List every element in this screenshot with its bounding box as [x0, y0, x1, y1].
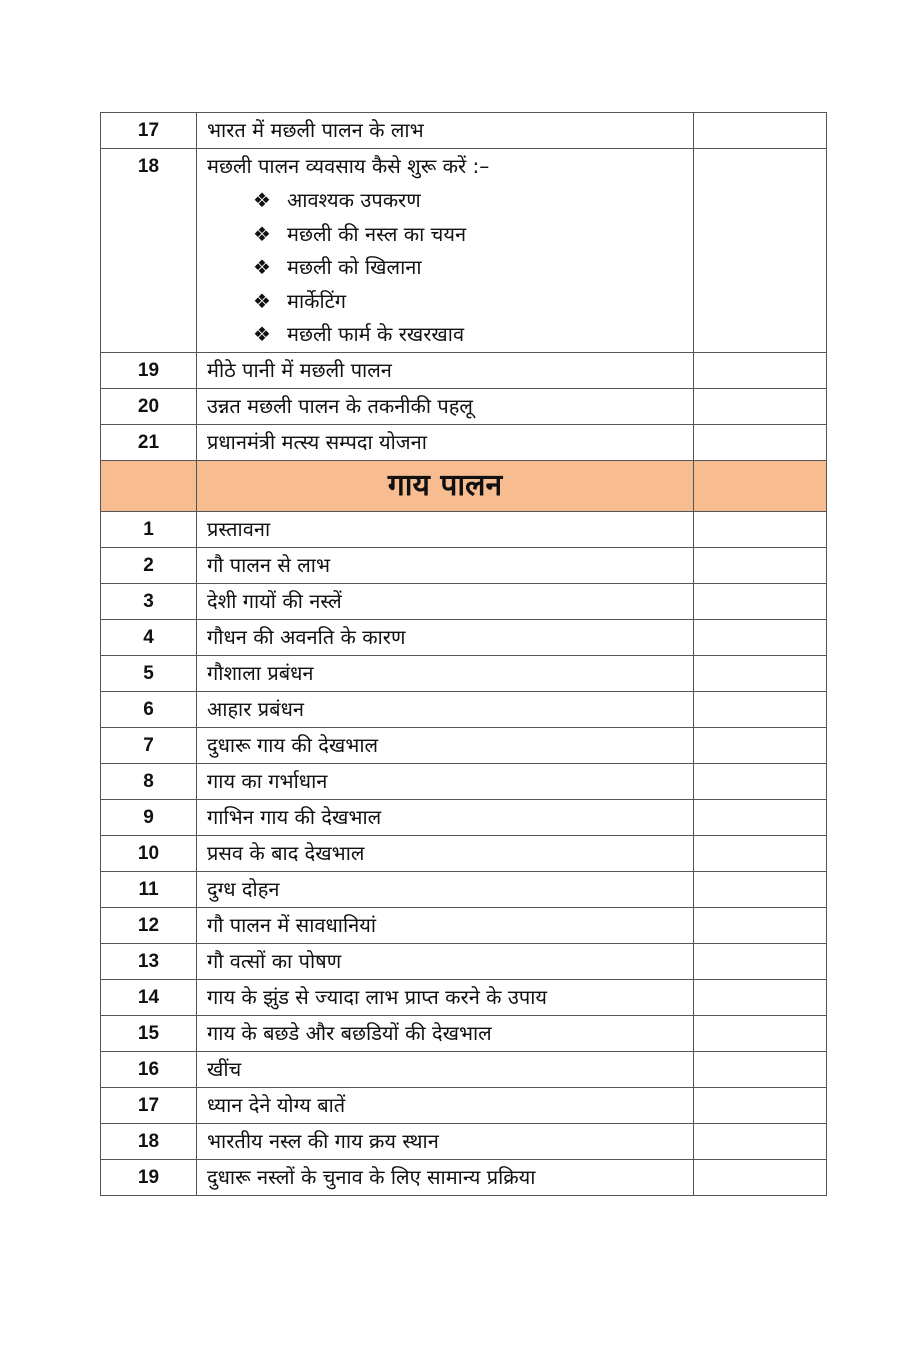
- sub-topic-item: [253, 285, 693, 319]
- page-number-cell: [694, 1051, 827, 1087]
- row-title: मछली पालन व्यवसाय कैसे शुरू करें :–: [207, 154, 490, 178]
- page-number-cell: [694, 547, 827, 583]
- page-number-cell: [694, 1123, 827, 1159]
- diamond-bullet-icon: ❖: [253, 255, 271, 279]
- sub-topic-item: [253, 318, 693, 352]
- row-title: खींच: [197, 1051, 694, 1087]
- row-number: 2: [101, 547, 197, 583]
- row-title: प्रस्तावना: [197, 511, 694, 547]
- contents-table-body: [101, 113, 827, 1196]
- row-number: 1: [101, 511, 197, 547]
- section-heading: गाय पालन: [197, 460, 694, 511]
- page-number-cell: [694, 943, 827, 979]
- page-number-cell: [694, 691, 827, 727]
- sub-topic-item: [253, 218, 693, 252]
- heading-blank-cell: [694, 460, 827, 511]
- row-title: भारतीय नस्ल की गाय क्रय स्थान: [197, 1123, 694, 1159]
- table-row: [101, 943, 827, 979]
- diamond-bullet-icon: ❖: [253, 188, 271, 212]
- sub-topic-item: [253, 251, 693, 285]
- table-row: [101, 388, 827, 424]
- row-number: 20: [101, 388, 197, 424]
- row-title: गौ पालन में सावधानियां: [197, 907, 694, 943]
- row-title: गाभिन गाय की देखभाल: [197, 799, 694, 835]
- page-number-cell: [694, 763, 827, 799]
- row-number: 19: [101, 1159, 197, 1195]
- sub-topic-item: [253, 184, 693, 218]
- row-number: 4: [101, 619, 197, 655]
- table-row: [101, 979, 827, 1015]
- row-number: 17: [101, 113, 197, 149]
- row-title: प्रधानमंत्री मत्स्य सम्पदा योजना: [197, 424, 694, 460]
- table-row: [101, 1087, 827, 1123]
- page-number-cell: [694, 1087, 827, 1123]
- row-number: 18: [101, 1123, 197, 1159]
- table-row: [101, 727, 827, 763]
- table-row: [101, 352, 827, 388]
- row-title: दुग्ध दोहन: [197, 871, 694, 907]
- row-title: मीठे पानी में मछली पालन: [197, 352, 694, 388]
- row-title: गाय के बछडे और बछडियों की देखभाल: [197, 1015, 694, 1051]
- row-number: 9: [101, 799, 197, 835]
- page-number-cell: [694, 511, 827, 547]
- sub-topic-label: मछली की नस्ल का चयन: [287, 221, 467, 246]
- row-number: 12: [101, 907, 197, 943]
- table-row: [101, 1015, 827, 1051]
- table-row: [101, 1051, 827, 1087]
- diamond-bullet-icon: ❖: [253, 221, 271, 246]
- page-number-cell: [694, 1015, 827, 1051]
- row-number: 7: [101, 727, 197, 763]
- table-row: [101, 691, 827, 727]
- section-heading-row: [101, 460, 827, 511]
- row-title: प्रसव के बाद देखभाल: [197, 835, 694, 871]
- row-number: 15: [101, 1015, 197, 1051]
- row-number: 16: [101, 1051, 197, 1087]
- row-title: उन्नत मछली पालन के तकनीकी पहलू: [197, 388, 694, 424]
- row-title-with-list: [197, 149, 694, 353]
- sub-topic-label: मछली फार्म के रखरखाव: [287, 322, 465, 346]
- table-row: [101, 907, 827, 943]
- table-row: [101, 511, 827, 547]
- row-title: गाय के झुंड से ज्यादा लाभ प्राप्त करने के उपाय: [197, 979, 694, 1015]
- row-number: 10: [101, 835, 197, 871]
- page-number-cell: [694, 727, 827, 763]
- row-number: 13: [101, 943, 197, 979]
- row-title: गौशाला प्रबंधन: [197, 655, 694, 691]
- page-number-cell: [694, 835, 827, 871]
- page-number-cell: [694, 1159, 827, 1195]
- row-number: 18: [101, 149, 197, 353]
- row-number: 5: [101, 655, 197, 691]
- table-row: [101, 1159, 827, 1195]
- row-title: देशी गायों की नस्लें: [197, 583, 694, 619]
- page-number-cell: [694, 583, 827, 619]
- sub-topic-list: [207, 184, 693, 352]
- table-row: [101, 799, 827, 835]
- row-title: गाय का गर्भाधान: [197, 763, 694, 799]
- sub-topic-label: मार्केटिंग: [287, 288, 347, 313]
- row-number: 14: [101, 979, 197, 1015]
- page-number-cell: [694, 352, 827, 388]
- row-title: दुधारू नस्लों के चुनाव के लिए सामान्य प्रक्रिया: [197, 1159, 694, 1195]
- page-number-cell: [694, 871, 827, 907]
- page-number-cell: [694, 149, 827, 353]
- row-number: 6: [101, 691, 197, 727]
- page-number-cell: [694, 424, 827, 460]
- page-number-cell: [694, 799, 827, 835]
- row-title: ध्यान देने योग्य बातें: [197, 1087, 694, 1123]
- table-row: [101, 424, 827, 460]
- table-row: [101, 763, 827, 799]
- row-number: 17: [101, 1087, 197, 1123]
- row-title: गौ पालन से लाभ: [197, 547, 694, 583]
- page-number-cell: [694, 907, 827, 943]
- heading-blank-cell: [101, 460, 197, 511]
- table-row: [101, 655, 827, 691]
- table-row: [101, 149, 827, 353]
- row-number: 19: [101, 352, 197, 388]
- table-row: [101, 547, 827, 583]
- table-row: [101, 583, 827, 619]
- page-number-cell: [694, 979, 827, 1015]
- sub-topic-label: आवश्यक उपकरण: [287, 188, 421, 212]
- row-title: गौधन की अवनति के कारण: [197, 619, 694, 655]
- diamond-bullet-icon: ❖: [253, 322, 271, 346]
- table-row: [101, 1123, 827, 1159]
- table-row: [101, 619, 827, 655]
- table-row: [101, 835, 827, 871]
- row-number: 8: [101, 763, 197, 799]
- row-number: 11: [101, 871, 197, 907]
- diamond-bullet-icon: ❖: [253, 288, 271, 313]
- sub-topic-label: मछली को खिलाना: [287, 255, 422, 279]
- row-title: दुधारू गाय की देखभाल: [197, 727, 694, 763]
- page-number-cell: [694, 619, 827, 655]
- row-title: आहार प्रबंधन: [197, 691, 694, 727]
- page-number-cell: [694, 655, 827, 691]
- row-number: 21: [101, 424, 197, 460]
- page-number-cell: [694, 113, 827, 149]
- row-number: 3: [101, 583, 197, 619]
- row-title: गौ वत्सों का पोषण: [197, 943, 694, 979]
- contents-table: [100, 112, 827, 1196]
- row-title: भारत में मछली पालन के लाभ: [197, 113, 694, 149]
- table-row: [101, 871, 827, 907]
- page-number-cell: [694, 388, 827, 424]
- table-row: [101, 113, 827, 149]
